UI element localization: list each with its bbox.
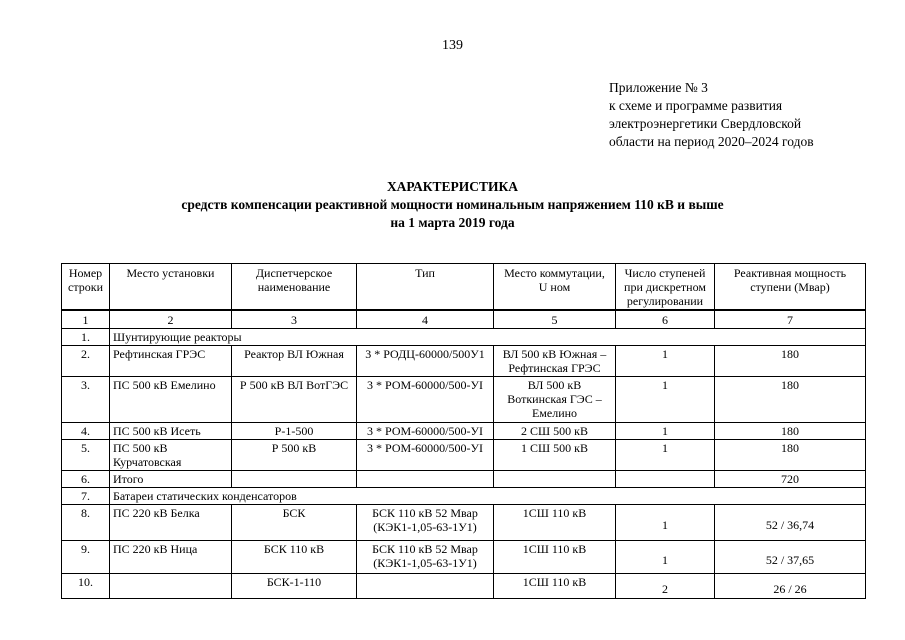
cell-text-line: ступени (Мвар) (750, 280, 830, 294)
header-location (110, 264, 232, 311)
cell-text-line: 2 СШ 500 кВ (521, 424, 588, 438)
cell-dispatch-name (232, 471, 357, 488)
table-row (62, 505, 866, 541)
cell-text-line: Воткинская ГЭС – (507, 392, 602, 406)
cell-text-line: ВЛ 500 кВ (527, 378, 582, 392)
cell-steps: 1 (616, 423, 715, 440)
cell-text-line: Номер (68, 266, 103, 280)
cell-text-line: ПС 220 кВ Белка (113, 506, 200, 520)
cell-text-line: (КЭК1-1,05-63-1У1) (373, 520, 477, 534)
cell-reactive-power: 720 (715, 471, 866, 488)
cell-text-line: Реактор ВЛ Южная (244, 347, 344, 361)
cell-location (110, 471, 232, 488)
cell-switching (494, 346, 616, 377)
row-number: 8. (62, 505, 110, 541)
heading-title: ХАРАКТЕРИСТИКА (386, 179, 519, 194)
cell-text-line: 3 * РОМ-60000/500-УІ (367, 378, 483, 392)
cell-text-line: Рефтинская ГРЭС (113, 347, 206, 361)
cell-text-line: Р 500 кВ ВЛ ВотГЭС (239, 378, 349, 392)
cell-text-line: 3 * РОМ-60000/500-УІ (367, 424, 483, 438)
cell-dispatch-name (232, 423, 357, 440)
table-section-row (62, 329, 866, 346)
column-number: 6 (616, 310, 715, 329)
cell-text-line: ВЛ 500 кВ Южная – (502, 347, 607, 361)
cell-location (110, 505, 232, 541)
appendix-line: Приложение № 3 (609, 80, 708, 95)
appendix-note (609, 79, 814, 151)
cell-type (357, 346, 494, 377)
cell-text-line: Место установки (126, 266, 215, 280)
cell-text-line: строки (68, 280, 103, 294)
cell-type (357, 505, 494, 541)
cell-text-line: при дискретном (624, 280, 706, 294)
cell-text-line: ПС 220 кВ Ница (113, 542, 198, 556)
table-section-row (62, 488, 866, 505)
header-dispatch-name (232, 264, 357, 311)
column-number: 1 (62, 310, 110, 329)
table-row (62, 541, 866, 574)
cell-dispatch-name (232, 346, 357, 377)
cell-text-line: 3 * РОДЦ-60000/500У1 (365, 347, 485, 361)
table-row (62, 440, 866, 471)
row-number: 9. (62, 541, 110, 574)
heading-subtitle: средств компенсации реактивной мощности номинальным напряжением 110 кВ и выше (181, 197, 724, 212)
header-reactive-power (715, 264, 866, 311)
cell-steps: 1 (616, 440, 715, 471)
header-type (357, 264, 494, 311)
page-number: 139 (442, 38, 463, 53)
cell-text-line: Диспетчерское (255, 266, 333, 280)
row-number: 4. (62, 423, 110, 440)
cell-reactive-power: 180 (715, 377, 866, 423)
row-number: 1. (62, 329, 110, 346)
column-number-row (62, 310, 866, 329)
cell-dispatch-name (232, 574, 357, 599)
cell-text-line: Место коммутации, (504, 266, 605, 280)
cell-type (357, 471, 494, 488)
cell-location (110, 541, 232, 574)
cell-steps: 1 (616, 541, 715, 574)
cell-text-line: ПС 500 кВ (113, 441, 168, 455)
cell-type (357, 440, 494, 471)
cell-type (357, 423, 494, 440)
cell-reactive-power: 26 / 26 (715, 574, 866, 599)
cell-text-line: ПС 500 кВ Исеть (113, 424, 201, 438)
cell-text-line: Рефтинская ГРЭС (508, 361, 601, 375)
cell-switching (494, 377, 616, 423)
cell-switching (494, 440, 616, 471)
cell-text-line: U ном (538, 280, 571, 294)
cell-text-line: БСК 110 кВ (263, 542, 325, 556)
cell-steps: 1 (616, 377, 715, 423)
cell-text-line: Тип (415, 266, 435, 280)
header-steps (616, 264, 715, 311)
cell-dispatch-name (232, 377, 357, 423)
table-row (62, 346, 866, 377)
cell-text-line: Итого (113, 472, 144, 486)
table-row (62, 574, 866, 599)
cell-location (110, 346, 232, 377)
cell-text-line: БСК 110 кВ 52 Мвар (372, 542, 478, 556)
row-number: 2. (62, 346, 110, 377)
column-number: 3 (232, 310, 357, 329)
section-title: Батареи статических конденсаторов (110, 488, 866, 505)
cell-switching (494, 541, 616, 574)
cell-location (110, 440, 232, 471)
cell-text-line: 1СШ 110 кВ (522, 575, 587, 589)
cell-switching (494, 574, 616, 599)
cell-text-line: Емелино (531, 406, 578, 420)
cell-text-line: Р-1-500 (274, 424, 314, 438)
header-row-number (62, 264, 110, 311)
heading-date: на 1 марта 2019 года (390, 215, 515, 230)
cell-switching (494, 423, 616, 440)
table-row (62, 471, 866, 488)
cell-steps: 1 (616, 505, 715, 541)
cell-text-line: 1СШ 110 кВ (522, 542, 587, 556)
column-number: 2 (110, 310, 232, 329)
row-number: 5. (62, 440, 110, 471)
cell-text-line: Число ступеней (624, 266, 706, 280)
cell-steps: 1 (616, 346, 715, 377)
cell-reactive-power: 180 (715, 440, 866, 471)
cell-text-line: БСК-1-110 (266, 575, 322, 589)
column-number: 7 (715, 310, 866, 329)
table-row (62, 423, 866, 440)
cell-text-line: регулировании (626, 294, 704, 308)
document-heading (0, 178, 905, 232)
row-number: 10. (62, 574, 110, 599)
row-number: 3. (62, 377, 110, 423)
cell-type (357, 377, 494, 423)
cell-text-line: 1 СШ 500 кВ (521, 441, 588, 455)
cell-text-line: Р 500 кВ (271, 441, 317, 455)
cell-type (357, 574, 494, 599)
cell-location (110, 377, 232, 423)
cell-dispatch-name (232, 440, 357, 471)
appendix-line: к схеме и программе развития (609, 98, 783, 113)
cell-text-line: ПС 500 кВ Емелино (113, 378, 216, 392)
row-number: 6. (62, 471, 110, 488)
cell-text-line: 3 * РОМ-60000/500-УІ (367, 441, 483, 455)
cell-dispatch-name (232, 505, 357, 541)
section-title: Шунтирующие реакторы (110, 329, 866, 346)
cell-location (110, 574, 232, 599)
header-switching (494, 264, 616, 311)
cell-reactive-power: 52 / 37,65 (715, 541, 866, 574)
cell-text-line: Реактивная мощность (733, 266, 847, 280)
appendix-line: области на период 2020–2024 годов (609, 134, 814, 149)
cell-text-line: (КЭК1-1,05-63-1У1) (373, 556, 477, 570)
column-number: 5 (494, 310, 616, 329)
cell-dispatch-name (232, 541, 357, 574)
row-number: 7. (62, 488, 110, 505)
table-row (62, 377, 866, 423)
table-header-row (62, 264, 866, 311)
cell-text-line: Курчатовская (113, 455, 182, 469)
cell-switching (494, 471, 616, 488)
column-number: 4 (357, 310, 494, 329)
cell-text-line: наименование (257, 280, 331, 294)
cell-type (357, 541, 494, 574)
appendix-line: электроэнергетики Свердловской (609, 116, 802, 131)
cell-text-line: БСК (282, 506, 306, 520)
cell-steps: 2 (616, 574, 715, 599)
cell-text-line: 1СШ 110 кВ (522, 506, 587, 520)
cell-switching (494, 505, 616, 541)
cell-reactive-power: 180 (715, 423, 866, 440)
cell-reactive-power: 180 (715, 346, 866, 377)
cell-reactive-power: 52 / 36,74 (715, 505, 866, 541)
cell-steps (616, 471, 715, 488)
compensation-table (61, 263, 866, 599)
cell-text-line: БСК 110 кВ 52 Мвар (372, 506, 478, 520)
cell-location (110, 423, 232, 440)
